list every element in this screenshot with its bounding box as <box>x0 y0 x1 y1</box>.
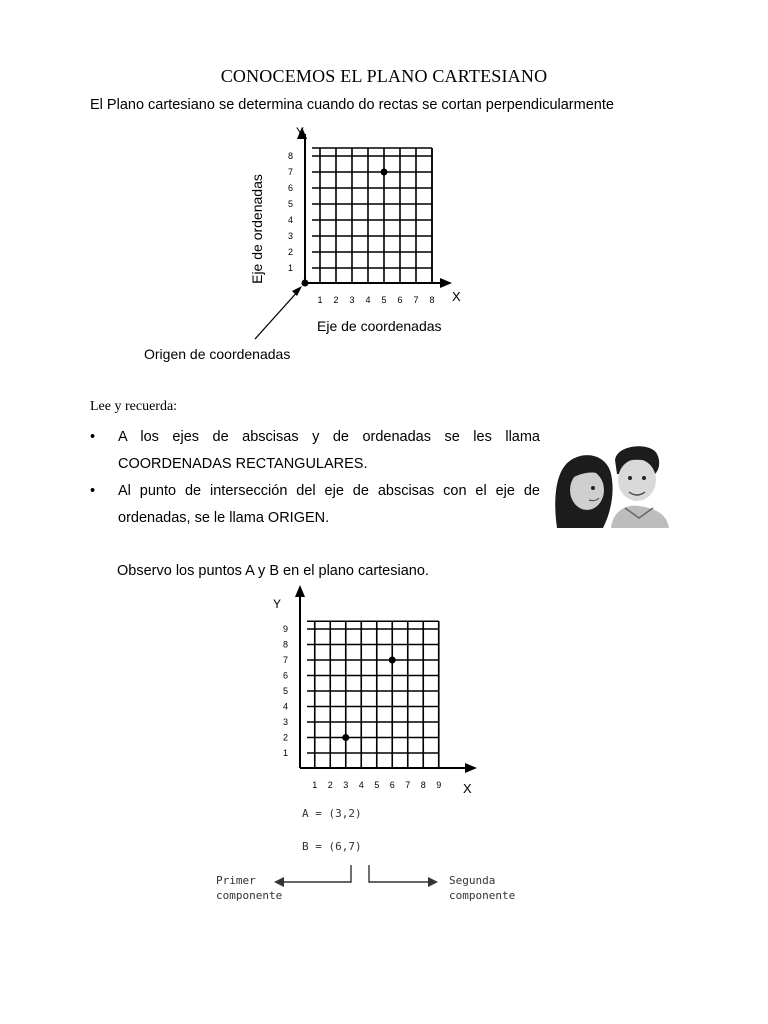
x-tick-label: 7 <box>405 780 411 790</box>
y-tick-label: 1 <box>283 748 289 758</box>
y-tick-label: 3 <box>283 717 289 727</box>
right-arrow-icon <box>428 877 438 887</box>
cartesian-plane-2 <box>200 585 540 915</box>
second-component-label: Segunda <box>449 874 496 887</box>
bullet-item <box>90 424 540 478</box>
bullet-list <box>90 424 540 532</box>
y-tick-label: 6 <box>283 670 289 681</box>
x-tick-label: 7 <box>413 295 419 305</box>
x-tick-label: 3 <box>349 295 355 305</box>
x-axis-letter: X <box>463 781 472 796</box>
plane2-point <box>389 657 396 664</box>
x-tick-label: 8 <box>429 295 435 305</box>
x-axis-arrow-icon <box>440 278 452 288</box>
origin-pointer-arrow <box>255 290 299 339</box>
x-tick-label: 3 <box>343 780 349 790</box>
plane2-point <box>342 734 349 741</box>
y-tick-label: 3 <box>288 231 294 241</box>
y-tick-label: 5 <box>288 199 294 209</box>
ordinate-axis-label: Eje de ordenadas <box>249 174 265 284</box>
x-tick-label: 5 <box>374 780 380 790</box>
left-arrow-icon <box>274 877 284 887</box>
bullet-text: Al punto de intersección del eje de abscisas con el eje de ordenadas, se le llama ORIGEN. <box>118 483 540 526</box>
y-tick-label: 5 <box>283 686 289 696</box>
y-tick-label: 2 <box>283 732 289 743</box>
y-axis-letter: Y <box>296 125 305 139</box>
second-component-connector <box>369 865 430 882</box>
plane2-grid <box>307 621 439 768</box>
x-tick-label: 9 <box>436 780 442 790</box>
first-component-label: Primer <box>216 874 256 887</box>
plane2-y-tick-labels <box>283 624 288 758</box>
y-axis-arrow-icon <box>295 585 305 597</box>
plane1-y-tick-labels <box>288 151 293 273</box>
y-tick-label: 9 <box>283 624 289 634</box>
origin-arrow-head-icon <box>292 286 302 296</box>
x-tick-label: 5 <box>381 295 387 305</box>
children-illustration <box>551 440 669 528</box>
y-tick-label: 8 <box>288 151 294 161</box>
first-component-connector <box>282 865 351 882</box>
plane2-x-tick-labels <box>312 780 441 790</box>
x-axis-letter: X <box>452 289 461 304</box>
y-tick-label: 8 <box>283 639 289 650</box>
plane1-point <box>381 169 388 176</box>
plane2-axes <box>300 593 470 768</box>
x-tick-label: 6 <box>397 295 403 305</box>
x-tick-label: 2 <box>333 295 339 305</box>
bullet-icon: • <box>90 429 96 445</box>
intro-text: El Plano cartesiano se determina cuando do rectas se cortan perpendicularmente <box>90 97 614 113</box>
x-axis-arrow-icon <box>465 763 477 773</box>
point-b-label: B = (6,7) <box>302 840 362 853</box>
x-tick-label: 1 <box>317 295 323 305</box>
y-tick-label: 7 <box>288 167 294 177</box>
y-tick-label: 4 <box>283 701 289 712</box>
origin-dot <box>302 280 309 287</box>
plane2-points <box>342 657 396 742</box>
first-component-label-2: componente <box>216 889 283 902</box>
y-axis-letter: Y <box>273 597 282 611</box>
bullet-item <box>90 478 540 532</box>
bullet-text: A los ejes de abscisas y de ordenadas se les llama COORDENADAS RECTANGULARES. <box>118 429 540 472</box>
x-tick-label: 4 <box>365 295 371 305</box>
plane1-x-tick-labels <box>318 295 435 305</box>
y-tick-label: 4 <box>288 215 294 225</box>
page-title: CONOCEMOS EL PLANO CARTESIANO <box>220 66 548 86</box>
x-tick-label: 4 <box>358 780 364 790</box>
y-tick-label: 1 <box>288 263 294 273</box>
plane1-grid <box>312 148 432 283</box>
x-tick-label: 6 <box>389 780 395 790</box>
y-tick-label: 2 <box>288 247 294 257</box>
bullet-icon: • <box>90 483 96 499</box>
abscissa-axis-label: Eje de coordenadas <box>317 318 442 334</box>
y-tick-label: 6 <box>288 183 294 193</box>
origin-label: Origen de coordenadas <box>144 346 291 362</box>
observo-text: Observo los puntos A y B en el plano cartesiano. <box>117 563 429 579</box>
lee-heading: Lee y recuerda: <box>90 399 178 414</box>
point-a-label: A = (3,2) <box>302 807 362 820</box>
second-component-label-2: componente <box>449 889 516 902</box>
x-tick-label: 1 <box>312 780 318 790</box>
x-tick-label: 2 <box>327 780 333 790</box>
x-tick-label: 8 <box>420 780 426 790</box>
y-tick-label: 7 <box>283 655 289 665</box>
